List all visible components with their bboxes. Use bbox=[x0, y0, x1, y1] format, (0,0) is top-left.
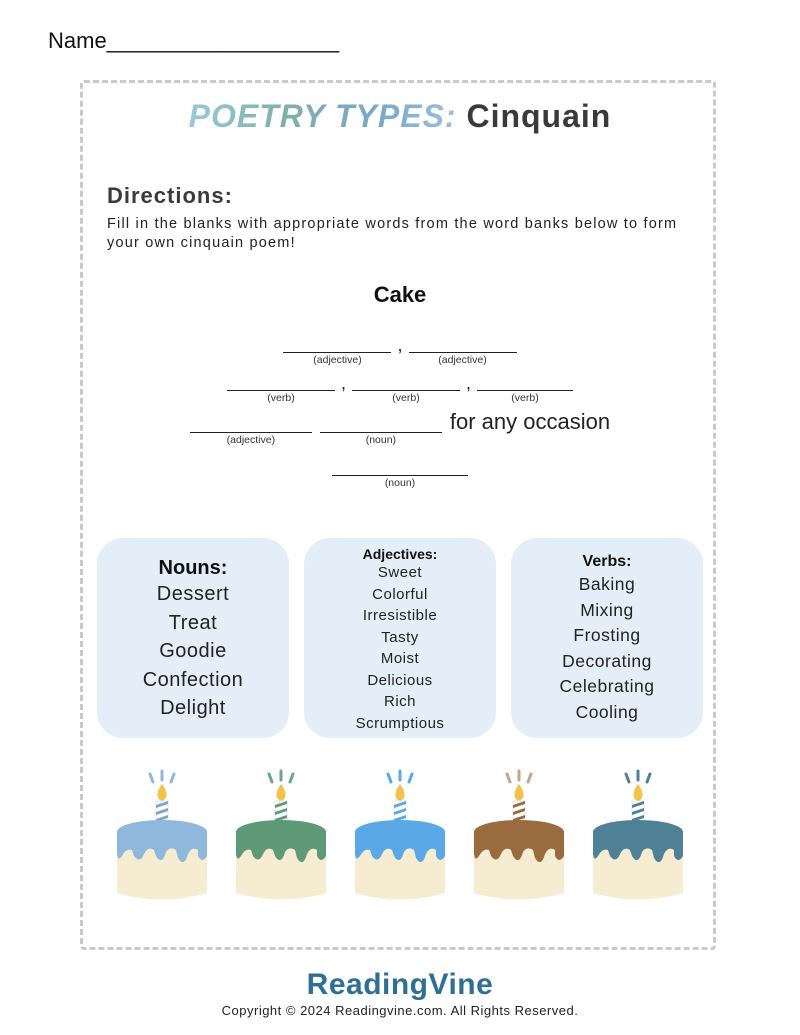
word-bank-item: Sweet bbox=[377, 564, 423, 581]
poem-line-4 bbox=[0, 409, 800, 452]
blank-verb-1[interactable] bbox=[227, 370, 335, 404]
word-bank-item: Moist bbox=[380, 650, 420, 667]
directions-text: Fill in the blanks with appropriate words from the word banks below to form your own cinquain poem! bbox=[107, 216, 678, 251]
word-bank-item: Delight bbox=[160, 697, 226, 719]
blank-verb-3[interactable] bbox=[477, 370, 573, 404]
blank-adjective-1[interactable] bbox=[283, 332, 391, 366]
flame-icon bbox=[396, 784, 405, 801]
word-bank-item: Treat bbox=[168, 611, 218, 634]
cake-icon bbox=[350, 768, 450, 908]
blank-adjective-2[interactable] bbox=[409, 332, 517, 366]
cake-icon bbox=[588, 768, 688, 908]
word-bank-item: Cooling bbox=[575, 701, 639, 722]
spark-icon bbox=[409, 774, 412, 782]
copyright-text: Copyright © 2024 Readingvine.com. All Rights Reserved. bbox=[221, 1003, 579, 1018]
word-bank-nouns bbox=[97, 538, 289, 738]
word-bank-item: Frosting bbox=[573, 625, 641, 645]
blank-adjective-3[interactable] bbox=[190, 412, 312, 446]
comma: , bbox=[397, 335, 403, 355]
word-bank-item: Decorating bbox=[562, 650, 652, 671]
blank-noun-2[interactable] bbox=[332, 455, 468, 489]
hint-label: (verb) bbox=[511, 392, 539, 404]
spark-icon bbox=[171, 774, 174, 782]
word-bank-item: Scrumptious bbox=[355, 714, 445, 732]
flame-icon bbox=[277, 784, 286, 801]
cake-icon bbox=[112, 768, 212, 908]
word-bank-item: Delicious bbox=[367, 671, 433, 689]
hint-label: (adjective) bbox=[438, 354, 487, 366]
brand-logo: ReadingVine bbox=[306, 968, 494, 1001]
cake-icon bbox=[231, 768, 331, 908]
flame-icon bbox=[515, 784, 524, 801]
spark-icon bbox=[388, 774, 391, 782]
line-tail-text: for any occasion bbox=[449, 409, 611, 434]
spark-icon bbox=[150, 774, 153, 782]
word-bank-item: Tasty bbox=[381, 628, 419, 646]
cake-icon bbox=[469, 768, 569, 908]
word-bank-adjectives bbox=[304, 538, 496, 738]
flame-icon bbox=[634, 784, 643, 801]
blank-noun-1[interactable] bbox=[320, 412, 442, 446]
poem-line-3 bbox=[0, 370, 800, 410]
blank-verb-2[interactable] bbox=[352, 370, 460, 404]
hint-label: (adjective) bbox=[226, 434, 276, 446]
comma: , bbox=[466, 373, 472, 393]
word-bank-heading: Nouns: bbox=[158, 557, 228, 579]
word-bank-verbs bbox=[511, 538, 703, 738]
hint-label: (verb) bbox=[267, 392, 295, 404]
word-bank-item: Celebrating bbox=[559, 676, 655, 696]
directions-heading: Directions: bbox=[107, 183, 233, 208]
word-bank-item: Rich bbox=[383, 693, 416, 710]
word-bank-item: Confection bbox=[142, 668, 244, 691]
word-bank-item: Irresistible bbox=[362, 607, 438, 624]
spark-icon bbox=[269, 774, 272, 782]
spark-icon bbox=[647, 774, 650, 782]
spark-icon bbox=[528, 774, 531, 782]
word-bank-item: Dessert bbox=[156, 583, 230, 605]
word-bank-heading: Adjectives: bbox=[362, 546, 438, 562]
spark-icon bbox=[507, 774, 510, 782]
word-bank-heading: Verbs: bbox=[582, 553, 632, 570]
hint-label: (adjective) bbox=[313, 354, 362, 366]
comma: , bbox=[340, 373, 346, 393]
flame-icon bbox=[158, 784, 167, 801]
word-bank-item: Goodie bbox=[159, 640, 227, 662]
title-main: Cinquain bbox=[466, 98, 612, 134]
page-title bbox=[0, 98, 800, 135]
poem-line-2 bbox=[0, 332, 800, 372]
hint-label: (noun) bbox=[384, 477, 416, 489]
hint-label: (noun) bbox=[365, 434, 397, 446]
name-field[interactable]: Name___________________ bbox=[48, 28, 340, 53]
hint-label: (verb) bbox=[392, 392, 420, 404]
word-bank-item: Colorful bbox=[372, 585, 428, 603]
spark-icon bbox=[626, 774, 629, 782]
spark-icon bbox=[290, 774, 293, 782]
word-bank-item: Mixing bbox=[580, 599, 634, 620]
title-accent: POETRY TYPES: bbox=[188, 98, 457, 134]
poem-line-5 bbox=[0, 455, 800, 495]
poem-title: Cake bbox=[373, 282, 427, 307]
word-bank-item: Baking bbox=[578, 574, 636, 594]
